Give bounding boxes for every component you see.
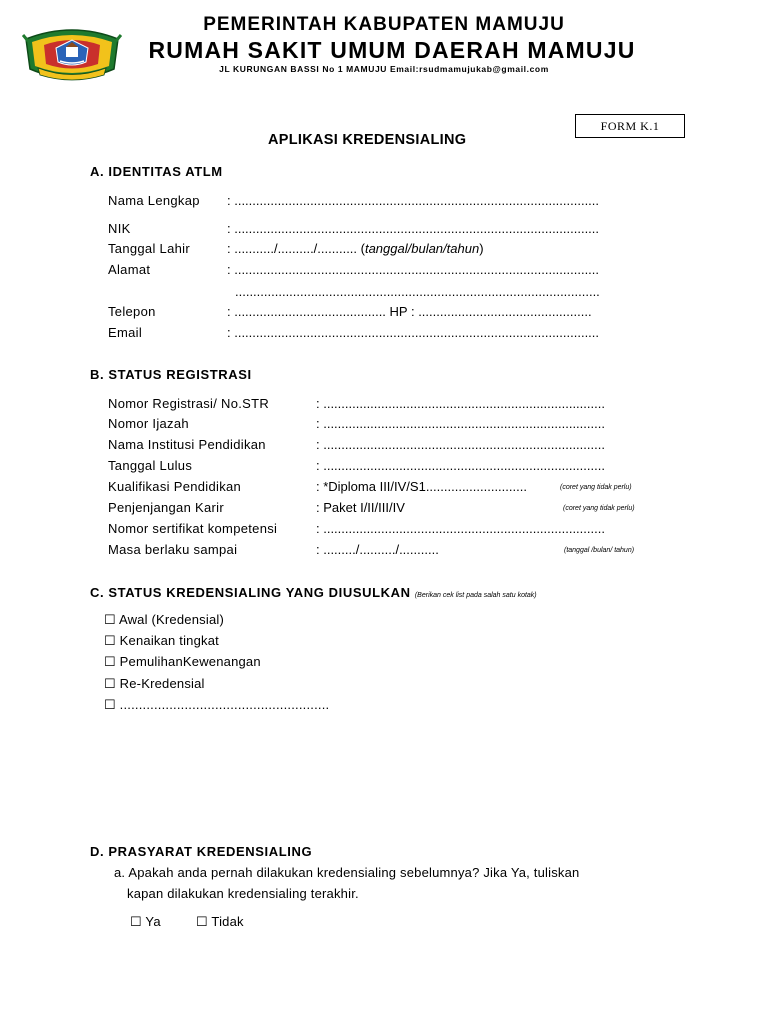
field-nama-institusi[interactable]: : .............................................................................. <box>316 437 605 452</box>
header-hospital-name: RUMAH SAKIT UMUM DAERAH MAMUJU <box>148 37 636 63</box>
field-alamat-line2[interactable]: ..................................................................................................... <box>235 284 600 299</box>
field-email[interactable]: : ..................................................................................................... <box>227 325 600 340</box>
label-tanggal-lahir: Tanggal Lahir <box>108 241 190 256</box>
section-d-heading: D. PRASYARAT KREDENSIALING <box>90 844 313 859</box>
field-nik[interactable]: : ..................................................................................................... <box>227 221 600 236</box>
tanggal-lahir-dots: : .........../........../........... ( <box>227 241 365 256</box>
option-ya[interactable]: ☐ Ya <box>130 914 161 929</box>
field-penjenjangan[interactable]: : Paket I/II/III/IV <box>316 500 405 515</box>
field-alamat[interactable]: : ..................................................................................................... <box>227 262 600 277</box>
tanggal-lahir-close: ) <box>479 241 484 256</box>
section-a-heading: A. IDENTITAS ATLM <box>90 164 223 179</box>
tanggal-lahir-format: tanggal/bulan/tahun <box>364 241 480 256</box>
section-c-note: (Berikan cek list pada salah satu kotak) <box>414 592 537 599</box>
note-penjenjangan: (coret yang tidak perlu) <box>563 505 635 512</box>
header-address: JL KURUNGAN BASSI No 1 MAMUJU Email:rsudmamujukab@gmail.com <box>219 64 549 74</box>
label-nama-institusi: Nama Institusi Pendidikan <box>108 437 266 452</box>
field-nomor-registrasi[interactable]: : .............................................................................. <box>316 396 605 411</box>
header-government: PEMERINTAH KABUPATEN MAMUJU <box>203 14 565 35</box>
note-kualifikasi: (coret yang tidak perlu) <box>560 484 632 491</box>
section-c-heading <box>90 585 537 600</box>
label-nik: NIK <box>108 221 131 236</box>
label-tanggal-lulus: Tanggal Lulus <box>108 458 193 473</box>
label-nama-lengkap: Nama Lengkap <box>108 193 200 208</box>
field-telepon-hp[interactable]: : .......................................... HP : ................................................ <box>227 304 592 319</box>
label-penjenjangan: Penjenjangan Karir <box>108 500 224 515</box>
option-lainnya[interactable]: ☐ ....................................................... <box>104 697 330 712</box>
label-alamat: Alamat <box>108 262 151 277</box>
field-kualifikasi[interactable]: : *Diploma III/IV/S1............................ <box>316 479 527 494</box>
section-b-heading: B. STATUS REGISTRASI <box>90 367 252 382</box>
label-email: Email <box>108 325 143 340</box>
field-nomor-ijazah[interactable]: : .............................................................................. <box>316 416 605 431</box>
option-awal[interactable]: ☐ Awal (Kredensial) <box>104 612 224 627</box>
option-kenaikan-tingkat[interactable]: ☐ Kenaikan tingkat <box>104 633 219 648</box>
field-tanggal-lulus[interactable]: : .............................................................................. <box>316 458 605 473</box>
label-masa-berlaku: Masa berlaku sampai <box>108 542 238 557</box>
form-title: APLIKASI KREDENSIALING <box>268 132 467 148</box>
label-sertifikat: Nomor sertifikat kompetensi <box>108 521 278 536</box>
field-nama-lengkap[interactable]: : ..................................................................................................... <box>227 193 600 208</box>
field-masa-berlaku[interactable]: : ........./........../........... <box>316 542 439 557</box>
option-pemulihan-kewenangan[interactable]: ☐ PemulihanKewenangan <box>104 654 261 669</box>
label-kualifikasi: Kualifikasi Pendidikan <box>108 479 242 494</box>
label-nomor-ijazah: Nomor Ijazah <box>108 416 189 431</box>
label-telepon: Telepon <box>108 304 156 319</box>
field-sertifikat[interactable]: : .............................................................................. <box>316 521 605 536</box>
label-nomor-registrasi: Nomor Registrasi/ No.STR <box>108 396 270 411</box>
option-tidak[interactable]: ☐ Tidak <box>196 914 244 929</box>
question-a-line2: kapan dilakukan kredensialing terakhir. <box>127 886 359 901</box>
form-code-box: FORM K.1 <box>575 114 685 138</box>
question-a-line1: a. Apakah anda pernah dilakukan kredensialing sebelumnya? Jika Ya, tuliskan <box>114 865 580 880</box>
section-c-title: C. STATUS KREDENSIALING YANG DIUSULKAN <box>90 585 411 600</box>
field-tanggal-lahir[interactable] <box>227 241 484 256</box>
note-masa-berlaku: (tanggal /bulan/ tahun) <box>564 547 635 554</box>
option-re-kredensial[interactable]: ☐ Re-Kredensial <box>104 676 205 691</box>
